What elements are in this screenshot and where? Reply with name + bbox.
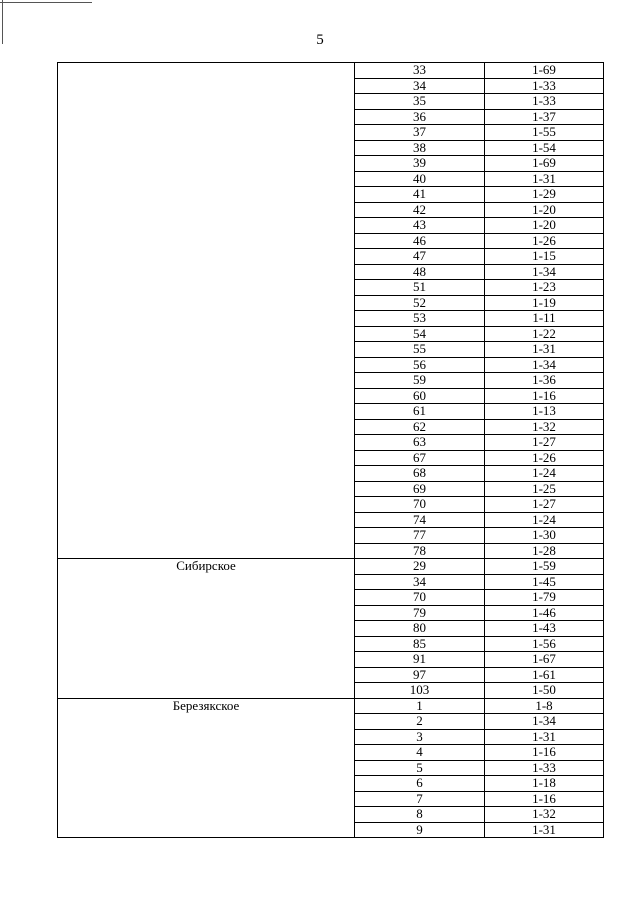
quarter-number-cell: 54 <box>355 326 485 342</box>
scan-corner-mark-horizontal <box>0 2 92 3</box>
allotment-range-cell: 1-46 <box>485 605 604 621</box>
allotment-range-cell: 1-28 <box>485 543 604 559</box>
quarter-number-cell: 41 <box>355 187 485 203</box>
allotment-range-cell: 1-8 <box>485 698 604 714</box>
allotment-range-cell: 1-11 <box>485 311 604 327</box>
quarter-number-cell: 33 <box>355 63 485 79</box>
quarter-number-cell: 51 <box>355 280 485 296</box>
allotment-range-cell: 1-15 <box>485 249 604 265</box>
allotment-range-cell: 1-29 <box>485 187 604 203</box>
quarter-number-cell: 34 <box>355 574 485 590</box>
allotment-range-cell: 1-19 <box>485 295 604 311</box>
allotment-range-cell: 1-25 <box>485 481 604 497</box>
quarter-number-cell: 38 <box>355 140 485 156</box>
allotment-range-cell: 1-13 <box>485 404 604 420</box>
allotment-range-cell: 1-55 <box>485 125 604 141</box>
region-name-cell: Березякское <box>58 698 355 838</box>
quarter-number-cell: 60 <box>355 388 485 404</box>
allotment-range-cell: 1-24 <box>485 512 604 528</box>
quarter-number-cell: 29 <box>355 559 485 575</box>
quarter-number-cell: 34 <box>355 78 485 94</box>
quarter-number-cell: 70 <box>355 590 485 606</box>
forest-quarters-table <box>57 62 604 838</box>
quarter-number-cell: 48 <box>355 264 485 280</box>
allotment-range-cell: 1-20 <box>485 202 604 218</box>
allotment-range-cell: 1-27 <box>485 435 604 451</box>
quarter-number-cell: 7 <box>355 791 485 807</box>
allotment-range-cell: 1-54 <box>485 140 604 156</box>
allotment-range-cell: 1-32 <box>485 807 604 823</box>
quarter-number-cell: 42 <box>355 202 485 218</box>
allotment-range-cell: 1-18 <box>485 776 604 792</box>
allotment-range-cell: 1-56 <box>485 636 604 652</box>
allotment-range-cell: 1-31 <box>485 822 604 838</box>
quarter-number-cell: 68 <box>355 466 485 482</box>
allotment-range-cell: 1-59 <box>485 559 604 575</box>
allotment-range-cell: 1-34 <box>485 714 604 730</box>
quarter-number-cell: 63 <box>355 435 485 451</box>
allotment-range-cell: 1-43 <box>485 621 604 637</box>
allotment-range-cell: 1-26 <box>485 233 604 249</box>
quarter-number-cell: 36 <box>355 109 485 125</box>
allotment-range-cell: 1-31 <box>485 342 604 358</box>
page-number: 5 <box>316 32 324 48</box>
allotment-range-cell: 1-16 <box>485 388 604 404</box>
quarter-number-cell: 62 <box>355 419 485 435</box>
allotment-range-cell: 1-33 <box>485 760 604 776</box>
allotment-range-cell: 1-32 <box>485 419 604 435</box>
allotment-range-cell: 1-79 <box>485 590 604 606</box>
quarter-number-cell: 97 <box>355 667 485 683</box>
quarter-number-cell: 80 <box>355 621 485 637</box>
allotment-range-cell: 1-67 <box>485 652 604 668</box>
table-row <box>58 63 604 79</box>
allotment-range-cell: 1-16 <box>485 791 604 807</box>
quarter-number-cell: 78 <box>355 543 485 559</box>
allotment-range-cell: 1-34 <box>485 264 604 280</box>
quarter-number-cell: 5 <box>355 760 485 776</box>
quarter-number-cell: 40 <box>355 171 485 187</box>
quarter-number-cell: 39 <box>355 156 485 172</box>
quarter-number-cell: 77 <box>355 528 485 544</box>
allotment-range-cell: 1-69 <box>485 63 604 79</box>
quarter-number-cell: 37 <box>355 125 485 141</box>
allotment-range-cell: 1-37 <box>485 109 604 125</box>
quarter-number-cell: 2 <box>355 714 485 730</box>
allotment-range-cell: 1-61 <box>485 667 604 683</box>
quarter-number-cell: 35 <box>355 94 485 110</box>
allotment-range-cell: 1-69 <box>485 156 604 172</box>
quarter-number-cell: 91 <box>355 652 485 668</box>
quarter-number-cell: 43 <box>355 218 485 234</box>
allotment-range-cell: 1-33 <box>485 78 604 94</box>
quarter-number-cell: 79 <box>355 605 485 621</box>
quarter-number-cell: 46 <box>355 233 485 249</box>
allotment-range-cell: 1-36 <box>485 373 604 389</box>
quarter-number-cell: 3 <box>355 729 485 745</box>
allotment-range-cell: 1-34 <box>485 357 604 373</box>
quarter-number-cell: 74 <box>355 512 485 528</box>
allotment-range-cell: 1-31 <box>485 729 604 745</box>
table-row <box>58 698 604 714</box>
quarter-number-cell: 70 <box>355 497 485 513</box>
table-body <box>58 63 604 838</box>
quarter-number-cell: 8 <box>355 807 485 823</box>
allotment-range-cell: 1-26 <box>485 450 604 466</box>
quarter-number-cell: 103 <box>355 683 485 699</box>
quarter-number-cell: 85 <box>355 636 485 652</box>
quarter-number-cell: 6 <box>355 776 485 792</box>
quarter-number-cell: 47 <box>355 249 485 265</box>
allotment-range-cell: 1-27 <box>485 497 604 513</box>
quarter-number-cell: 4 <box>355 745 485 761</box>
quarter-number-cell: 9 <box>355 822 485 838</box>
table-row <box>58 559 604 575</box>
allotment-range-cell: 1-22 <box>485 326 604 342</box>
quarter-number-cell: 1 <box>355 698 485 714</box>
allotment-range-cell: 1-16 <box>485 745 604 761</box>
allotment-range-cell: 1-30 <box>485 528 604 544</box>
quarter-number-cell: 53 <box>355 311 485 327</box>
quarter-number-cell: 59 <box>355 373 485 389</box>
allotment-range-cell: 1-24 <box>485 466 604 482</box>
region-name-cell: Сибирское <box>58 559 355 699</box>
quarter-number-cell: 56 <box>355 357 485 373</box>
quarter-number-cell: 69 <box>355 481 485 497</box>
allotment-range-cell: 1-20 <box>485 218 604 234</box>
allotment-range-cell: 1-33 <box>485 94 604 110</box>
quarter-number-cell: 52 <box>355 295 485 311</box>
quarter-number-cell: 67 <box>355 450 485 466</box>
allotment-range-cell: 1-31 <box>485 171 604 187</box>
quarter-number-cell: 55 <box>355 342 485 358</box>
allotment-range-cell: 1-45 <box>485 574 604 590</box>
region-name-cell <box>58 63 355 559</box>
quarter-number-cell: 61 <box>355 404 485 420</box>
allotment-range-cell: 1-23 <box>485 280 604 296</box>
allotment-range-cell: 1-50 <box>485 683 604 699</box>
